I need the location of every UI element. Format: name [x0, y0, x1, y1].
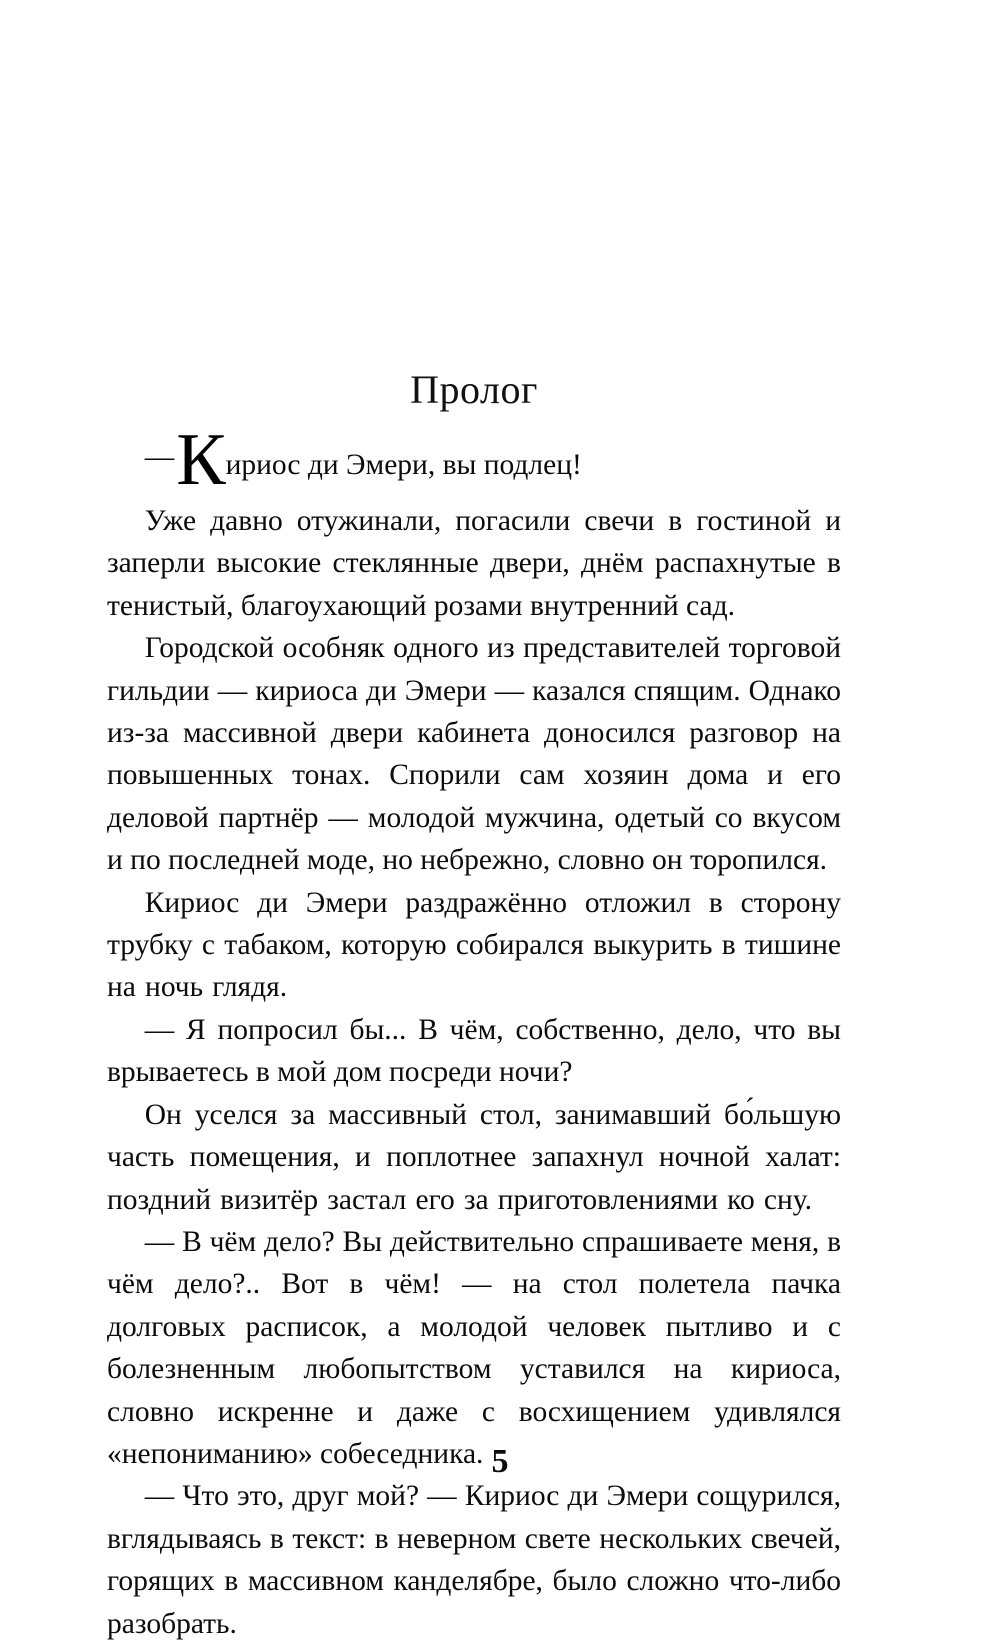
paragraph: Он уселся за массивный стол, занимавший бо́льшую часть помещения, и поплотнее запахнул ночной халат: поздний визитёр застал его за приготовлениями ко сну.	[107, 1098, 841, 1216]
drop-cap: К	[176, 419, 225, 501]
em-dash-lead: —	[144, 441, 175, 473]
paragraph: Уже давно отужинали, погасили свечи в гостиной и заперли высокие стеклянные двери, днём распахнутые в тенистый, благоухающий розами внутренний сад.	[107, 505, 841, 622]
paragraph: — В чём дело? Вы действительно спрашиваете меня, в чём дело?.. Вот в чём! — на стол полетела пачка долговых расписок, а молодой человек пытливо и с болезненным любопытством уставился на кириоса, словно искренне и даже с восхищением удивлялся «непониманию» собеседника.	[107, 1225, 841, 1470]
page-title: Пролог	[410, 367, 538, 412]
paragraph: Кириос ди Эмери раздражённо отложил в сторону трубку с табаком, которую собирался выкурить в тишине на ночь глядя.	[107, 886, 841, 1004]
opening-line-text: ириос ди Эмери, вы подлец!	[225, 449, 582, 481]
opening-paragraph	[107, 419, 841, 501]
paragraph: — Я попросил бы... В чём, собственно, дело, что вы врываетесь в мой дом посреди ночи?	[107, 1013, 841, 1089]
paragraph: — Что это, друг мой? — Кириос ди Эмери сощурился, вглядываясь в текст: в неверном свете нескольких свечей, горящих в массивном канделябре, было сложно что-либо разобрать.	[107, 1480, 841, 1640]
page-number: 5	[491, 1443, 509, 1480]
paragraph: Городской особняк одного из представителей торговой гильдии — кириоса ди Эмери — казался спящим. Однако из-за массивной двери кабинета доносился разговор на повышенных тонах. Спорили сам хозяин дома и его деловой партнёр — молодой мужчина, одетый со вкусом и по последней моде, но небрежно, словно он торопился.	[107, 632, 841, 877]
